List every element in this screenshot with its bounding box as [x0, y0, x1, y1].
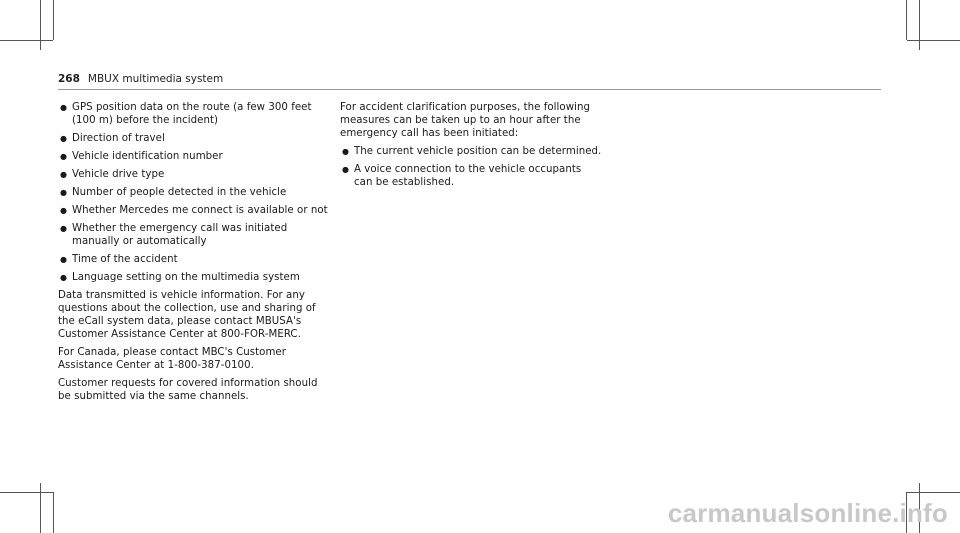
page-header — [58, 73, 223, 85]
crop-mark — [907, 492, 960, 493]
bullet-icon: ● — [342, 147, 350, 156]
paragraph: For Canada, please contact MBC's Customer Assistance Center at 1-800-387-0100. — [58, 347, 286, 371]
page-number: 268 — [58, 73, 80, 85]
bullet-icon: ● — [60, 152, 68, 161]
list-item: ● Whether Mercedes me connect is available or not — [60, 205, 328, 216]
crop-mark — [0, 492, 53, 493]
list-item: ● Direction of travel — [60, 133, 165, 144]
list-item: ● Time of the accident — [60, 254, 178, 265]
bullet-icon: ● — [60, 170, 68, 179]
bullet-icon: ● — [60, 255, 68, 264]
crop-mark — [907, 40, 960, 41]
bullet-icon: ● — [60, 273, 68, 282]
section-title: MBUX multimedia system — [87, 73, 224, 85]
bullet-icon: ● — [60, 103, 68, 112]
crop-mark — [40, 0, 41, 50]
crop-mark — [53, 0, 54, 40]
list-item: ● Vehicle drive type — [60, 169, 165, 180]
right-column — [340, 101, 602, 194]
left-column — [58, 101, 330, 408]
list-item: ● Whether the emergency call was initiated manually or automatically — [60, 223, 288, 247]
list-item: ● The current vehicle position can be determined. — [342, 146, 602, 157]
bullet-icon: ● — [60, 224, 68, 233]
crop-mark — [919, 0, 920, 50]
intro-paragraph: For accident clarification purposes, the following measures can be taken up to an hour after the emergency call has been initiated: — [340, 102, 590, 139]
crop-mark — [40, 483, 41, 533]
crop-mark — [0, 40, 53, 41]
bullet-icon: ● — [60, 206, 68, 215]
crop-mark — [53, 492, 54, 533]
watermark-text: carmanualsonline.info — [667, 498, 948, 528]
bullet-icon: ● — [60, 188, 68, 197]
header-divider — [58, 89, 881, 90]
bullet-icon: ● — [60, 134, 68, 143]
crop-mark — [906, 0, 907, 40]
bullet-icon: ● — [342, 165, 350, 174]
paragraph: Customer requests for covered information should be submitted via the same channels. — [58, 378, 318, 402]
bullet-list — [340, 145, 602, 189]
paragraph: Data transmitted is vehicle information. For any questions about the collection, use and sharing of the eCall system data, please contact MBUSA's Customer Assistance Center at 800-FOR-MERC. — [58, 290, 316, 340]
list-item: ● A voice connection to the vehicle occupants can be established. — [342, 164, 582, 188]
bullet-list — [58, 101, 330, 284]
list-item: ● Number of people detected in the vehicle — [60, 187, 287, 198]
list-item: ● Vehicle identification number — [60, 151, 223, 162]
list-item: ● GPS position data on the route (a few 300 feet (100 m) before the incident) — [60, 102, 312, 126]
list-item: ● Language setting on the multimedia system — [60, 272, 300, 283]
